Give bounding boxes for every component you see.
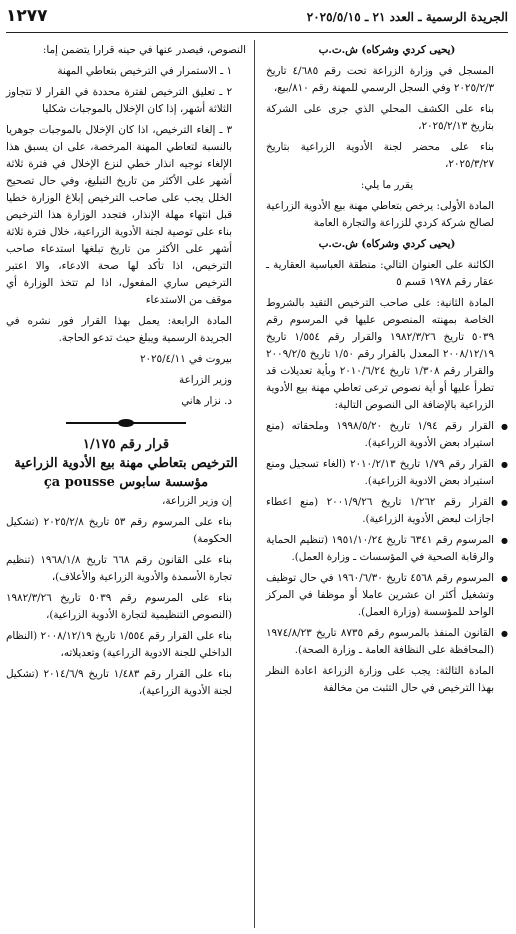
journal-title: الجريدة الرسمية ـ العدد ٢١ ـ ٢٠٢٥/٥/١٥	[306, 10, 508, 24]
left-col-bottom-paragraph: إن وزير الزراعة،	[162, 495, 232, 507]
left-col-top-paragraph: النصوص، فيصدر عنها في حينه قرارا يتضمن إما:	[42, 44, 246, 56]
left-col-top-paragraph: المادة الرابعة: يعمل بهذا القرار فور نشره في الجريدة الرسمية ويبلغ حيث تدعو الحاجة.	[6, 315, 232, 344]
section-separator	[6, 416, 246, 430]
right-col-paragraph: بناء على محضر لجنة الأدوية الزراعية بتاريخ ٢٠٢٥/٣/٢٧،	[266, 141, 494, 170]
left-col-top-paragraph: ٢ ـ تعليق الترخيص لفترة محددة في القرار لا تتجاوز الثلاثة أشهر، إذا كان الإخلال بالموجبات شكليا	[6, 86, 232, 115]
left-col-top-paragraph: وزير الزراعة	[179, 374, 232, 386]
right-col-paragraph: ● القانون المنفذ بالمرسوم رقم ٨٧٣٥ تاريخ ١٩٧٤/٨/٢٣ (المحافظة على النظافة العامة ـ وزارة الصحة).	[266, 625, 508, 659]
left-column	[6, 42, 246, 704]
left-col-bottom-paragraph: بناء على القانون رقم ٦٦٨ تاريخ ١٩٦٨/١/٨ (تنظيم تجارة الأسمدة والأدوية الزراعية والأعلاف)،	[6, 554, 232, 583]
right-col-paragraph: (يحيى كردي وشركاه) ش.ت.ب	[318, 44, 456, 56]
header-rule	[6, 32, 508, 33]
column-divider	[254, 40, 255, 928]
right-col-paragraph: ● القرار رقم ١/٩٤ تاريخ ١٩٩٨/٥/٢٠ وملحقاته (منع استيراد بعض الأدوية الزراعية).	[266, 418, 508, 452]
left-col-top-paragraph: ١ ـ الاستمرار في الترخيص بتعاطي المهنة	[57, 65, 232, 77]
right-column	[266, 42, 508, 701]
left-col-top-paragraph: ٣ ـ إلغاء الترخيص، اذا كان الإخلال بالموجبات جوهريا بالنسبة لتعاطي المهنة المرخصة، على ان يسبق هذا الإلغاء توجيه انذار خطي لنزع الإخلال في فترة ثلاثة أشهر على الأكثر من تاريخ التبليغ، وفي حال تصحيح الخلل يجب على صاحب الترخيص إبلاغ الوزارة خطيا قبل انتهاء مهلة الإنذار، فتجدد الوزارة هذا الترخيص بناء على توصية لجنة الأدوية الزراعية، خلال فترة ثلاثة أشهر على الأكثر من تاريخ تبلغها استدعاء صاحب الترخيص، اذا تأكد لها صحة الادعاء، والا اعتبر الترخيص ساري المفعول، اذا لم تتخذ الوزارة أي موقف من الاستدعاء	[6, 124, 232, 306]
left-col-bottom-paragraph: بناء على المرسوم رقم ٥٣ تاريخ ٢٠٢٥/٢/٨ (تشكيل الحكومة)	[6, 516, 232, 545]
right-col-paragraph: بناء على الكشف المحلي الذي جرى على الشركة بتاريخ ٢٠٢٥/٢/١٣،	[266, 103, 494, 132]
page-header	[6, 6, 508, 32]
right-col-paragraph: الكائنة على العنوان التالي: منطقة العباسية العقارية ـ عقار رقم ١٩٧٨ قسم ٥	[266, 259, 494, 288]
decision-number: قرار رقم ١/١٧٥	[82, 437, 170, 452]
right-col-paragraph: ● القرار رقم ١/٢٦٢ تاريخ ٢٠٠١/٩/٢٦ (منع اعطاء اجازات لبعض الأدوية الزراعية).	[266, 494, 508, 528]
right-col-paragraph: ● المرسوم رقم ٦٣٤١ تاريخ ١٩٥١/١٠/٢٤ (تنظيم الحماية والرقابة الصحية في المؤسسات ـ وزارة العمل).	[266, 532, 508, 566]
left-col-bottom-paragraph: بناء على المرسوم رقم ٥٠٣٩ تاريخ ١٩٨٢/٣/٢٦ (النصوص التنظيمية لتجارة الأدوية الزراعية)،	[6, 592, 232, 621]
left-col-top-paragraph: د. نزار هاني	[181, 395, 232, 407]
left-column-top	[6, 42, 246, 410]
left-col-bottom-paragraph: بناء على القرار رقم ١/٥٥٤ تاريخ ٢٠٠٨/١٢/١٩ (النظام الداخلي للجنة الادوية الزراعية) وتعديلاته،	[6, 630, 232, 659]
left-column-bottom	[6, 493, 246, 700]
left-col-top-paragraph: بيروت في ٢٠٢٥/٤/١١	[139, 353, 232, 365]
right-col-paragraph: المادة الثانية: على صاحب الترخيص التقيد بالشروط الخاصة بمهنته المنصوص عليها في المرسوم رقم ٥٠٣٩ تاريخ ١٩٨٢/٣/٢٦ والقرار رقم ١/٥٥٤ تاريخ ٢٠٠٨/١٢/١٩ المعدل بالقرار رقم ١/٥٠ تاريخ ٢٠٠٩/٢/٥ والقرار رقم ١/٣٠٨ تاريخ ٢٠١٠/٦/٢٤ وبأية تعديلات قد تطرأ عليها أو أية نصوص ترعى تعاطي مهنة بيع الأدوية الزراعية بالإضافة الى النصوص التالية:	[266, 297, 494, 411]
right-col-paragraph: ● المرسوم رقم ٤٥٦٨ تاريخ ١٩٦٠/٦/٣٠ في حال توظيف وتشغيل أكثر ان عشرين عاملا أو موظفا في المركز الواحد للمؤسسة (وزارة العمل).	[266, 570, 508, 621]
page-number: ١٢٧٧	[6, 6, 48, 26]
decision-title: الترخيص بتعاطي مهنة بيع الأدوية الزراعية	[14, 456, 238, 471]
right-col-paragraph: ● القرار رقم ١/٧٩ تاريخ ٢٠١٠/٢/١٣ (الغاء تسجيل ومنع استيراد بعض الادوية الزراعية).	[266, 456, 508, 490]
right-col-paragraph: المسجل في وزارة الزراعة تحت رقم ٤/٦٨٥ تاريخ ٢٠٢٥/٢/٣ وفي السجل الرسمي للمهنة رقم ٨١٠/بيع،	[266, 65, 495, 94]
right-col-paragraph: يقرر ما يلي:	[360, 179, 414, 191]
decision-subtitle: مؤسسة سابوس ça pousse	[43, 475, 209, 490]
right-col-paragraph: المادة الثالثة: يجب على وزارة الزراعة اعادة النظر بهذا الترخيص في حال التثبت من مخالفة	[266, 665, 494, 694]
right-col-paragraph: المادة الأولى: يرخص بتعاطي مهنة بيع الأدوية الزراعية لصالح شركة كردي للزراعة والتجارة العامة	[266, 200, 494, 229]
left-col-bottom-paragraph: بناء على القرار رقم ١/٤٨٣ تاريخ ٢٠١٤/٦/٩ (تشكيل لجنة الأدوية الزراعية)،	[6, 668, 232, 697]
right-col-paragraph: (يحيى كردي وشركاه) ش.ت.ب	[318, 238, 456, 250]
